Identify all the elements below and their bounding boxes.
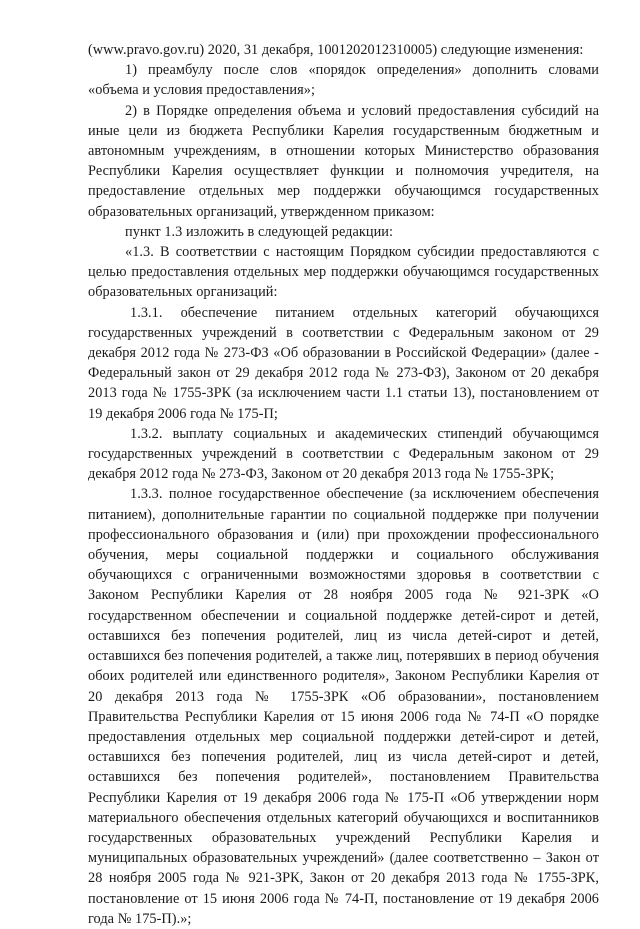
paragraph-item-2: 2) в Порядке определения объема и условий предоставления субсидий на иные цели из бюджета Республики Карелия государственным бюджетным и автономным учреждениям, в отношении которых Министерство образования Республики Карелия осуществляет функции и полномочия учредителя, на предоставление отдельных мер поддержки обучающимся государственных образовательных организаций, утвержденном приказом: — [88, 102, 599, 220]
document-body — [88, 40, 599, 929]
paragraph-intro: (www.pravo.gov.ru) 2020, 31 декабря, 1001202012310005) следующие изменения: — [88, 42, 584, 58]
paragraph-1-3-2: 1.3.2. выплату социальных и академических стипендий обучающимся государственных учреждений в соответствии с Федеральным законом от 29 декабря 2012 года № 273-ФЗ, Законом от 20 декабря 2013 года № 1755-ЗРК; — [88, 425, 599, 483]
paragraph-1-3-3: 1.3.3. полное государственное обеспечение (за исключением обеспечения питанием), дополнительные гарантии по социальной поддержке при получении профессионального образования и (или) при прохождении профессионального обучения, меры социальной поддержки и социального обслуживания обучающихся с ограниченными возможностями здоровья в соответствии с Законом Республики Карелия от 28 ноября 2005 года № 921-ЗРК «О государственном обеспечении и социальной поддержке детей-сирот и детей, оставшихся без попечения родителей, лиц из числа детей-сирот и детей, оставшихся без попечения родителей, а также лиц, потерявших в период обучения обоих родителей или единственного родителя», Законом Республики Карелия от 20 декабря 2013 года № 1755-ЗРК «Об образовании», постановлением Правительства Республики Карелия от 15 июня 2006 года № 74-П «О порядке предоставления отдельных мер социальной поддержки детей-сирот и детей, оставшихся без попечения родителей, лиц из числа детей-сирот и детей, оставшихся без попечения родителей», постановлением Правительства Республики Карелия от 19 декабря 2006 года № 175-П «Об утверждении норм материального обеспечения отдельных категорий обучающихся и воспитанников государственных образовательных учреждений Республики Карелия и муниципальных образовательных учреждений» (далее соответственно – Закон от 28 ноября 2005 года № 921-ЗРК, Закон от 20 декабря 2013 года № 1755-ЗРК, постановление от 15 июня 2006 года № 74-П, постановление от 19 декабря 2006 года № 175-П).»; — [88, 486, 599, 927]
paragraph-1-3-text: «1.3. В соответствии с настоящим Порядком субсидии предоставляются с целью предоставления отдельных мер поддержки обучающимся государственных образовательных организаций: — [88, 244, 599, 301]
paragraph-item-1: 1) преамбулу после слов «порядок определения» дополнить словами «объема и условия предоставления»; — [88, 62, 599, 99]
paragraph-1-3-1: 1.3.1. обеспечение питанием отдельных категорий обучающихся государственных учреждений в соответствии с Федеральным законом от 29 декабря 2012 года № 273-ФЗ «Об образовании в Российской Федерации» (далее - Федеральный закон от 29 декабря 2012 года № 273-ФЗ), Законом от 20 декабря 2013 года № 1755-ЗРК (за исключением части 1.1 статьи 13), постановлением от 19 декабря 2006 года № 175-П; — [88, 304, 599, 422]
paragraph-point-1-3: пункт 1.3 изложить в следующей редакции: — [125, 223, 394, 240]
